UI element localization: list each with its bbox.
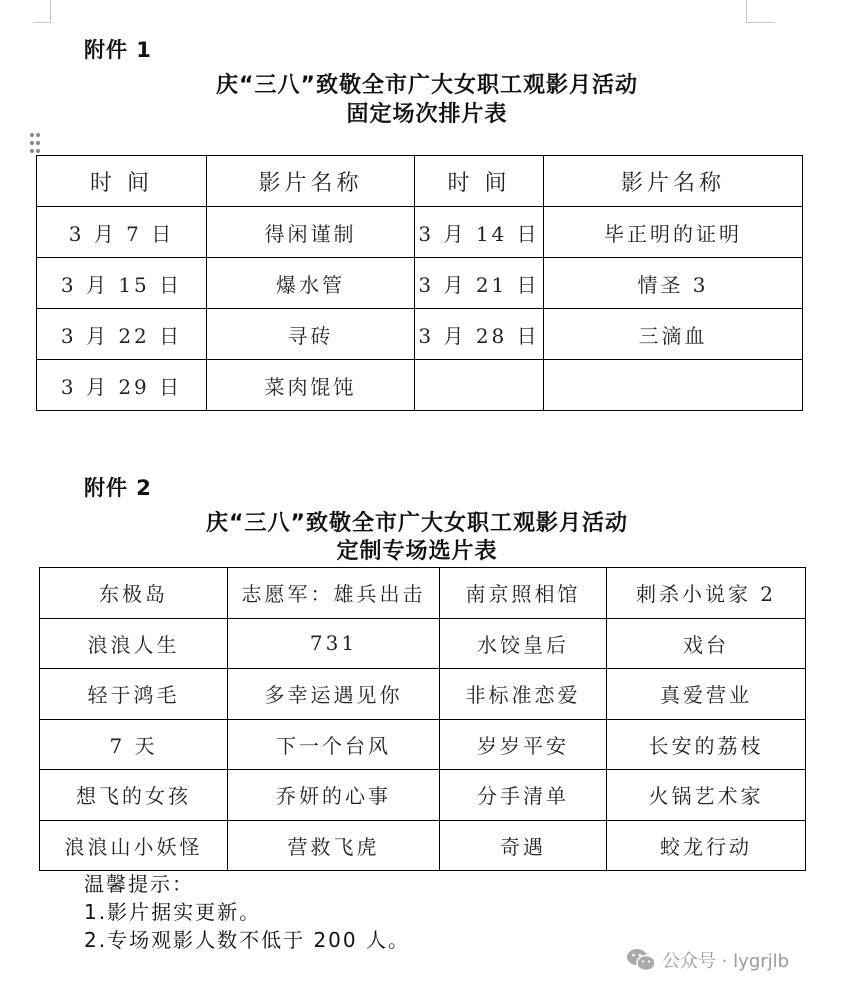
film-cell: 想飞的女孩 xyxy=(40,770,228,821)
date-cell xyxy=(415,360,544,411)
header-cell: 时 间 xyxy=(415,156,544,207)
film-cell: 菜肉馄饨 xyxy=(207,360,415,411)
table-drag-handle-icon[interactable] xyxy=(28,131,42,155)
film-cell: 长安的荔枝 xyxy=(607,719,806,770)
film-cell: 营救飞虎 xyxy=(228,820,440,871)
table-row xyxy=(40,618,806,669)
watermark xyxy=(626,947,789,973)
film-cell: 志愿军：雄兵出击 xyxy=(228,568,440,619)
table-row xyxy=(40,719,806,770)
film-cell: 分手清单 xyxy=(440,770,607,821)
crop-mark-top-right xyxy=(746,0,775,23)
date-cell: 3 月 14 日 xyxy=(415,207,544,258)
table-row xyxy=(40,770,806,821)
film-cell: 三滴血 xyxy=(544,309,803,360)
crop-mark-top-left xyxy=(33,0,51,23)
attachment-2-title: 庆“三八”致敬全市广大女职工观影月活动 xyxy=(206,511,628,536)
film-cell: 奇遇 xyxy=(440,820,607,871)
film-cell: 岁岁平安 xyxy=(440,719,607,770)
watermark-text: 公众号 · lygrjlb xyxy=(662,951,790,972)
date-cell: 3 月 28 日 xyxy=(415,309,544,360)
table-row xyxy=(37,309,803,360)
table-row xyxy=(40,568,806,619)
header-cell: 影片名称 xyxy=(544,156,803,207)
film-cell: 寻砖 xyxy=(207,309,415,360)
film-cell: 731 xyxy=(228,618,440,669)
wechat-icon xyxy=(626,948,656,972)
film-cell: 南京照相馆 xyxy=(440,568,607,619)
film-cell xyxy=(544,360,803,411)
film-cell: 毕正明的证明 xyxy=(544,207,803,258)
table-row xyxy=(37,258,803,309)
table-row xyxy=(37,360,803,411)
table-row xyxy=(37,207,803,258)
film-cell: 东极岛 xyxy=(40,568,228,619)
film-cell: 得闲谨制 xyxy=(207,207,415,258)
attachment-1-title: 庆“三八”致敬全市广大女职工观影月活动 xyxy=(216,73,638,98)
tips-heading: 温馨提示： xyxy=(84,872,194,896)
attachment-2-label: 附件 2 xyxy=(84,476,152,500)
film-cell: 水饺皇后 xyxy=(440,618,607,669)
film-cell: 多幸运遇见你 xyxy=(228,669,440,720)
tip-item: 1.影片据实更新。 xyxy=(84,900,262,924)
fixed-schedule-table xyxy=(36,155,803,411)
film-cell: 蛟龙行动 xyxy=(607,820,806,871)
attachment-1-subtitle: 固定场次排片表 xyxy=(346,102,508,127)
attachment-2-subtitle: 定制专场选片表 xyxy=(336,539,498,564)
film-cell: 爆水管 xyxy=(207,258,415,309)
date-cell: 3 月 21 日 xyxy=(415,258,544,309)
film-cell: 浪浪山小妖怪 xyxy=(40,820,228,871)
tip-item: 2.专场观影人数不低于 200 人。 xyxy=(84,928,410,952)
date-cell: 3 月 15 日 xyxy=(37,258,207,309)
film-cell: 情圣 3 xyxy=(544,258,803,309)
table-header-row xyxy=(37,156,803,207)
film-cell: 真爱营业 xyxy=(607,669,806,720)
tips-section xyxy=(84,870,410,954)
film-cell: 7 天 xyxy=(40,719,228,770)
date-cell: 3 月 7 日 xyxy=(37,207,207,258)
date-cell: 3 月 29 日 xyxy=(37,360,207,411)
film-cell: 非标准恋爱 xyxy=(440,669,607,720)
header-cell: 影片名称 xyxy=(207,156,415,207)
film-cell: 轻于鸿毛 xyxy=(40,669,228,720)
attachment-1-label: 附件 1 xyxy=(84,38,152,62)
date-cell: 3 月 22 日 xyxy=(37,309,207,360)
film-cell: 浪浪人生 xyxy=(40,618,228,669)
film-cell: 下一个台风 xyxy=(228,719,440,770)
film-cell: 火锅艺术家 xyxy=(607,770,806,821)
table-row xyxy=(40,820,806,871)
film-cell: 乔妍的心事 xyxy=(228,770,440,821)
custom-selection-table xyxy=(39,567,806,871)
film-cell: 刺杀小说家 2 xyxy=(607,568,806,619)
table-row xyxy=(40,669,806,720)
header-cell: 时 间 xyxy=(37,156,207,207)
film-cell: 戏台 xyxy=(607,618,806,669)
